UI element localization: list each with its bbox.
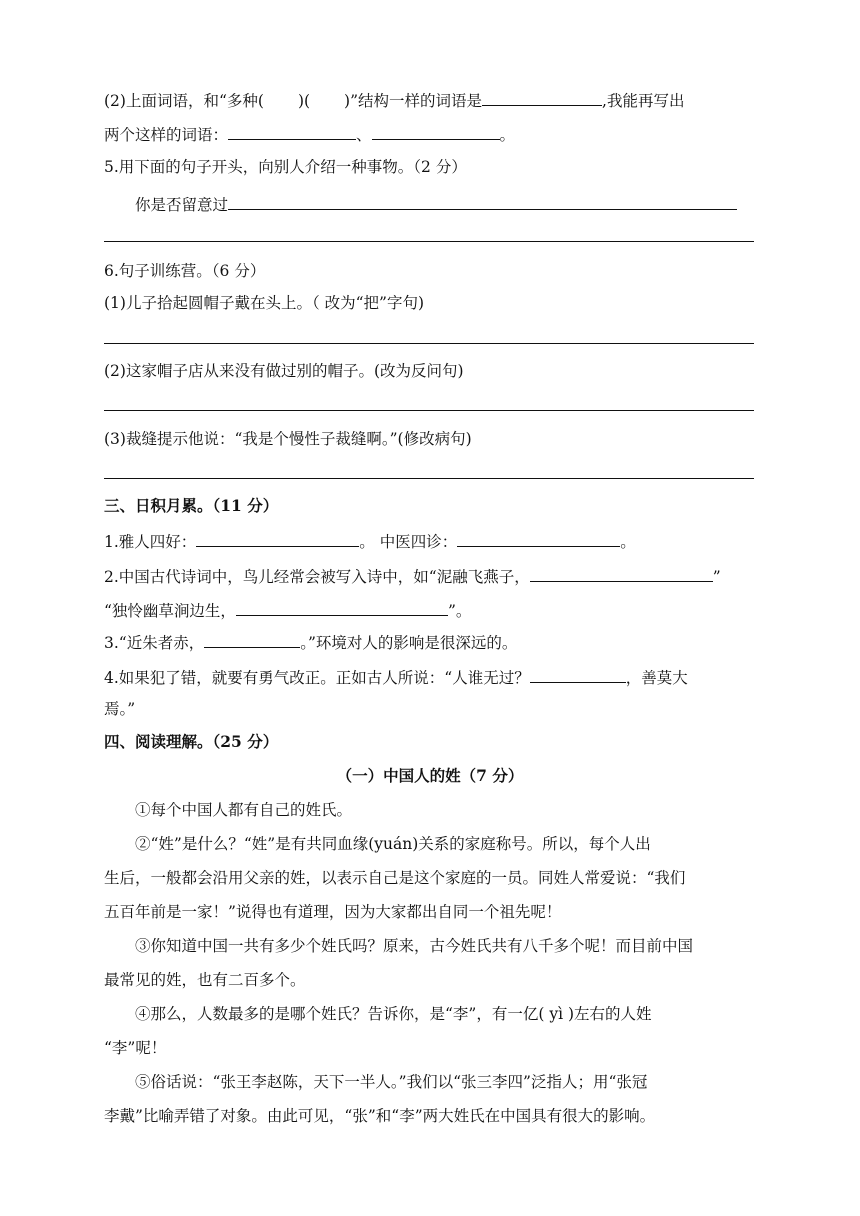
s3-q2-line1 xyxy=(104,564,721,588)
passage-paragraph-5: 李戴”比喻弄错了对象。由此可见，“张”和“李”两大姓氏在中国具有很大的影响。 xyxy=(104,1107,656,1125)
passage-paragraph-4: ④那么，人数最多的是哪个姓氏？告诉你，是“李”，有一亿( yì )左右的人姓 xyxy=(135,1005,652,1023)
answer-blank[interactable] xyxy=(530,564,713,582)
s3-q4-text: ，善莫大 xyxy=(625,669,688,687)
answer-blank[interactable] xyxy=(457,529,620,547)
q4-2-text: 、 xyxy=(356,126,372,144)
q4-2-text: ,我能再写出 xyxy=(602,92,685,110)
q5-title: 5.用下面的句子开头，向别人介绍一种事物。（2 分） xyxy=(104,158,467,176)
passage-paragraph-2: 五百年前是一家！”说得也有道理，因为大家都出自同一个祖先呢！ xyxy=(104,903,562,921)
passage-title: （一）中国人的姓（7 分） xyxy=(336,766,524,785)
passage-paragraph-2: ②“姓”是什么？“姓”是有共同血缘(yuán)关系的家庭称号。所以，每个人出 xyxy=(135,835,651,853)
section-4-heading: 四、阅读理解。（25 分） xyxy=(104,732,279,751)
answer-blank[interactable] xyxy=(228,192,737,210)
q4-2-text: )( xyxy=(297,92,311,110)
q4-2-text: 两个这样的词语： xyxy=(104,126,229,144)
answer-blank[interactable] xyxy=(196,529,359,547)
q5-prompt-text: 你是否留意过 xyxy=(135,196,229,214)
q6-item-3: (3)裁缝提示他说：“我是个慢性子裁缝啊。”(修改病句) xyxy=(104,430,472,448)
q4-2-text: )”结构一样的词语是 xyxy=(344,92,483,110)
s3-q4-line2: 焉。” xyxy=(104,700,136,718)
s3-q2-text: 2.中国古代诗词中，鸟儿经常会被写入诗中，如“泥融飞燕子， xyxy=(104,568,530,586)
answer-blank[interactable] xyxy=(236,598,448,616)
section-3-heading: 三、日积月累。（11 分） xyxy=(104,496,279,515)
q6-item-1: (1)儿子拾起圆帽子戴在头上。（ 改为“把”字句) xyxy=(104,294,425,312)
passage-paragraph-4: “李”呢！ xyxy=(104,1039,167,1057)
passage-paragraph-2: 生后，一般都会沿用父亲的姓，以表示自己是这个家庭的一员。同姓人常爱说：“我们 xyxy=(104,869,686,887)
passage-paragraph-3: 最常见的姓，也有二百多个。 xyxy=(104,971,306,989)
answer-blank[interactable] xyxy=(372,122,500,140)
q5-prompt xyxy=(135,192,737,216)
answer-blank[interactable] xyxy=(482,88,602,106)
q4-2-line1 xyxy=(104,88,684,112)
s3-q1-text: 。 中医四诊： xyxy=(359,533,458,551)
q4-2-text: (2)上面词语，和“多种( xyxy=(104,92,264,110)
s3-q3-text: 。”环境对人的影响是很深远的。 xyxy=(300,634,518,652)
answer-line[interactable] xyxy=(104,241,754,242)
passage-paragraph-1: ①每个中国人都有自己的姓氏。 xyxy=(135,801,353,819)
s3-q2-line2 xyxy=(104,598,471,622)
s3-q2-text: “独怜幽草涧边生， xyxy=(104,602,236,620)
answer-line[interactable] xyxy=(104,410,754,411)
s3-q3 xyxy=(104,630,517,654)
s3-q1-text: 1.雅人四好： xyxy=(104,533,197,551)
answer-line[interactable] xyxy=(104,478,754,479)
s3-q2-text: ”。 xyxy=(447,602,472,620)
q4-2-line2 xyxy=(104,122,515,146)
q6-item-2: (2)这家帽子店从来没有做过别的帽子。(改为反问句) xyxy=(104,362,464,380)
s3-q2-text: ” xyxy=(712,568,721,586)
q4-2-text: 。 xyxy=(499,126,516,144)
s3-q1-text: 。 xyxy=(620,533,636,551)
s3-q1 xyxy=(104,529,636,553)
answer-blank[interactable] xyxy=(228,122,356,140)
passage-paragraph-5: ⑤俗话说：“张王李赵陈，天下一半人。”我们以“张三李四”泛指人；用“张冠 xyxy=(135,1073,648,1091)
answer-blank[interactable] xyxy=(204,630,300,648)
passage-paragraph-3: ③你知道中国一共有多少个姓氏吗？原来，古今姓氏共有八千多个呢！而目前中国 xyxy=(135,937,694,955)
s3-q4-line1 xyxy=(104,665,688,689)
answer-line[interactable] xyxy=(104,343,754,344)
answer-blank[interactable] xyxy=(530,665,626,683)
s3-q3-text: 3.“近朱者赤， xyxy=(104,634,205,652)
q6-title: 6.句子训练营。（6 分） xyxy=(104,262,266,280)
s3-q4-text: 4.如果犯了错，就要有勇气改正。正如古人所说：“人谁无过？ xyxy=(104,669,530,687)
